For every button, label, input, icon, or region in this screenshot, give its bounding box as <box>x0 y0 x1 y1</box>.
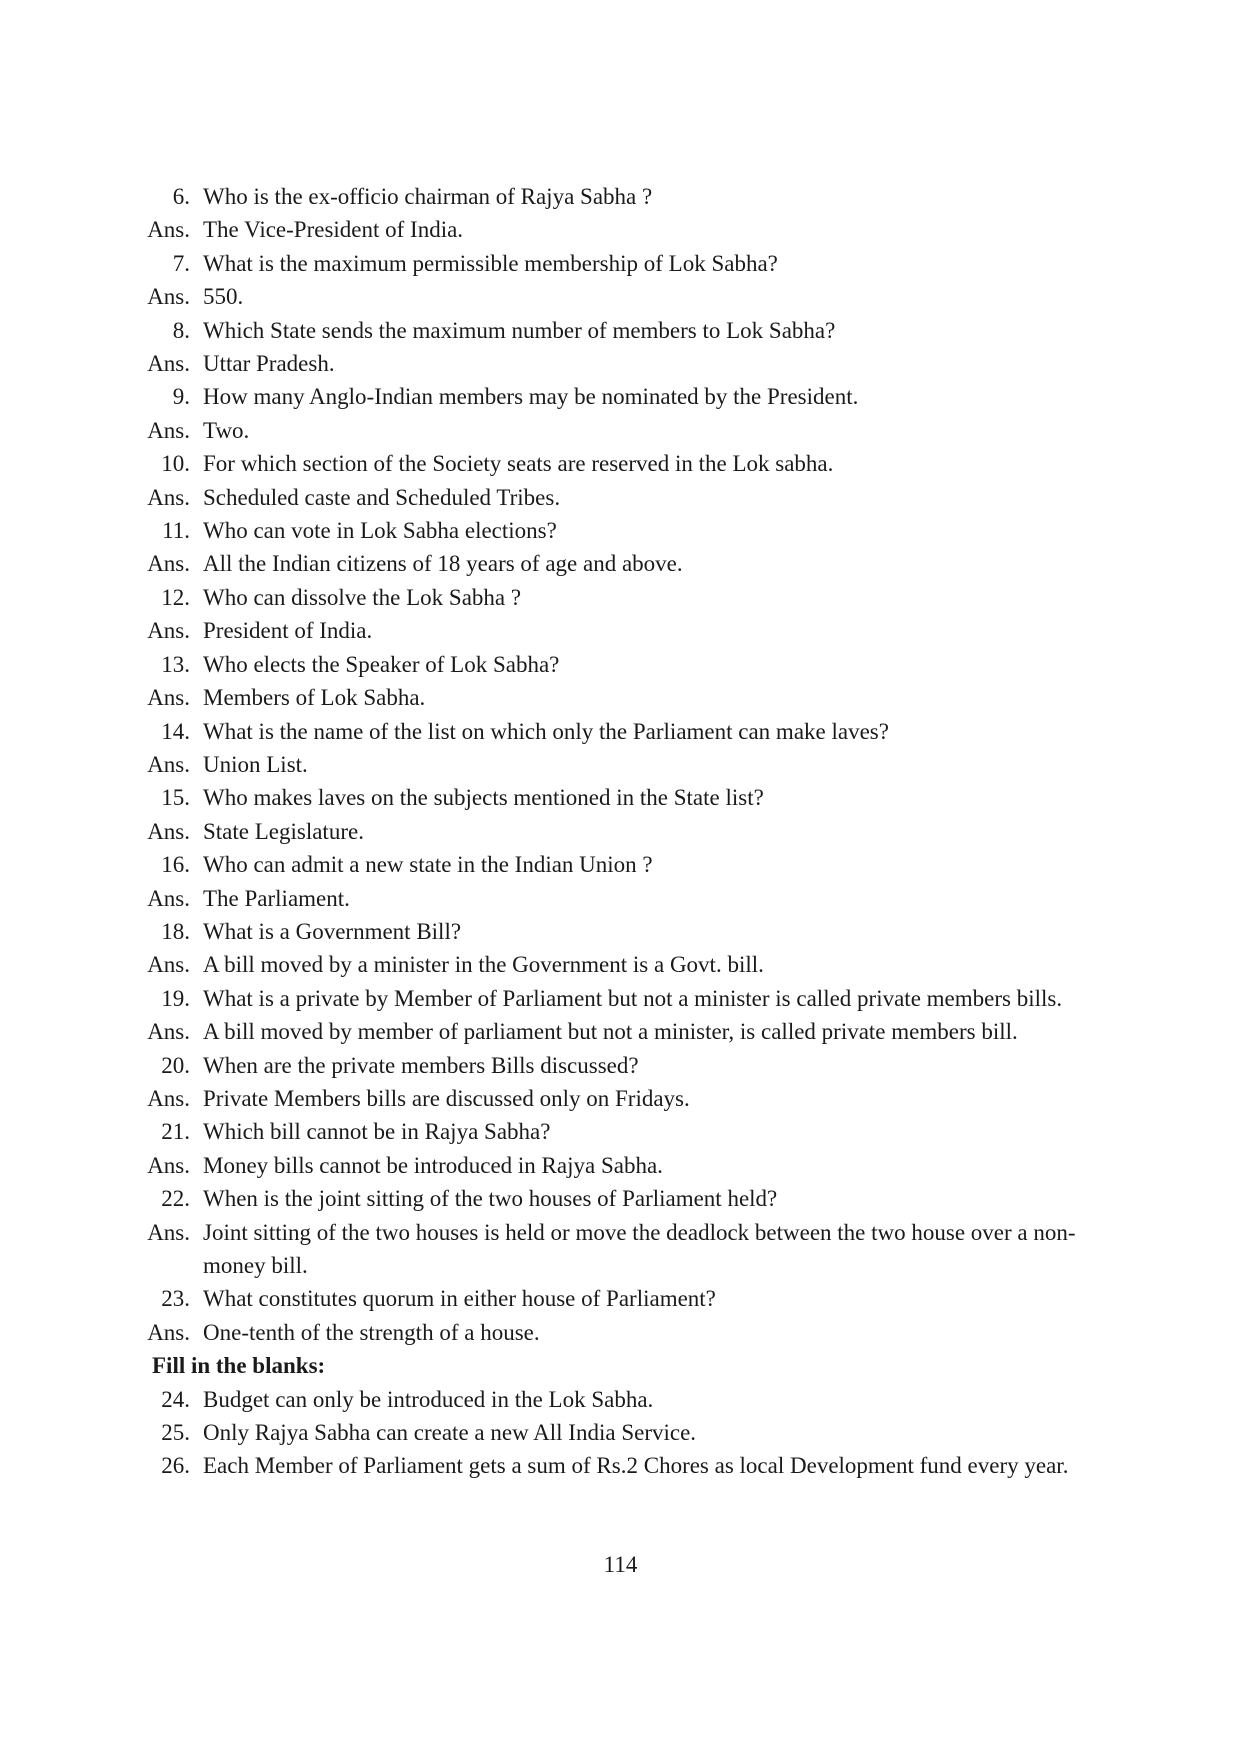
answer-label: Ans. <box>147 484 190 510</box>
question-text: For which section of the Society seats are reserved in the Lok sabha. <box>203 451 834 477</box>
fill-item-text: Budget can only be introduced in the Lok Sabha. <box>203 1386 654 1412</box>
question-line <box>140 648 1120 681</box>
answer-line <box>140 1216 1120 1283</box>
question-line <box>140 915 1120 948</box>
question-line <box>140 180 1120 213</box>
answer-text: President of India. <box>203 618 373 644</box>
question-number: 6. <box>172 184 190 209</box>
answer-text: State Legislature. <box>203 818 364 844</box>
question-text: Who elects the Speaker of Lok Sabha? <box>203 651 560 677</box>
answer-label: Ans. <box>147 618 190 644</box>
question-text: Who can dissolve the Lok Sabha ? <box>203 584 522 610</box>
answer-text: A bill moved by a minister in the Government is a Govt. bill. <box>203 952 764 978</box>
fill-in-blanks-heading: Fill in the blanks: <box>152 1353 326 1379</box>
question-line <box>140 314 1120 347</box>
question-number: 10. <box>161 451 190 477</box>
question-number: 12. <box>161 584 190 610</box>
answer-label: Ans. <box>147 1019 190 1045</box>
question-number: 18. <box>161 918 190 944</box>
question-line <box>140 1049 1120 1082</box>
question-text: What is a private by Member of Parliament but not a minister is called private members bills. <box>203 985 1063 1011</box>
question-line <box>140 1115 1120 1148</box>
answer-label: Ans. <box>147 284 190 310</box>
question-text: Who is the ex-officio chairman of Rajya Sabha ? <box>203 184 653 209</box>
answer-label: Ans. <box>147 952 190 978</box>
question-text: When are the private members Bills discussed? <box>203 1052 639 1078</box>
answer-label: Ans. <box>147 1152 190 1178</box>
qa-list <box>140 180 1120 1349</box>
answer-text: The Vice-President of India. <box>203 217 464 243</box>
question-number: 16. <box>161 852 190 878</box>
answer-line <box>140 1149 1120 1182</box>
question-line <box>140 1182 1120 1215</box>
question-number: 13. <box>161 651 190 677</box>
answer-text: Uttar Pradesh. <box>203 351 335 377</box>
answer-label: Ans. <box>147 751 190 777</box>
answer-text: Members of Lok Sabha. <box>203 685 426 711</box>
answer-label: Ans. <box>147 217 190 243</box>
answer-line <box>140 347 1120 380</box>
fill-item <box>140 1416 1120 1449</box>
answer-line <box>140 1082 1120 1115</box>
answer-label: Ans. <box>147 685 190 711</box>
answer-line <box>140 882 1120 915</box>
answer-label: Ans. <box>147 1219 190 1245</box>
question-line <box>140 247 1120 280</box>
answer-label: Ans. <box>147 1085 190 1111</box>
answer-text: The Parliament. <box>203 885 350 911</box>
question-number: 7. <box>172 250 190 276</box>
answer-text: Two. <box>203 417 250 443</box>
page-content <box>140 180 1120 1483</box>
answer-line <box>140 1316 1120 1349</box>
question-number: 11. <box>162 518 190 544</box>
answer-label: Ans. <box>147 351 190 377</box>
fill-item-number: 26. <box>161 1453 190 1479</box>
question-text: What constitutes quorum in either house of Parliament? <box>203 1286 716 1312</box>
answer-label: Ans. <box>147 885 190 911</box>
question-line <box>140 514 1120 547</box>
fill-item-number: 25. <box>161 1420 190 1446</box>
question-number: 19. <box>161 985 190 1011</box>
answer-label: Ans. <box>147 1319 190 1345</box>
answer-text: A bill moved by member of parliament but not a minister, is called private members bill. <box>203 1019 1018 1045</box>
answer-line <box>140 815 1120 848</box>
answer-text: All the Indian citizens of 18 years of age and above. <box>203 551 683 577</box>
answer-text: Union List. <box>203 751 308 777</box>
answer-text: 550. <box>203 284 244 310</box>
question-line <box>140 715 1120 748</box>
question-number: 14. <box>161 718 190 744</box>
answer-line <box>140 414 1120 447</box>
answer-line <box>140 280 1120 313</box>
question-text: Who makes laves on the subjects mentioned in the State list? <box>203 785 764 811</box>
answer-text: Money bills cannot be introduced in Rajya Sabha. <box>203 1152 663 1178</box>
answer-line <box>140 1015 1120 1048</box>
question-text: What is a Government Bill? <box>203 918 462 944</box>
answer-line <box>140 948 1120 981</box>
answer-line <box>140 213 1120 246</box>
answer-line <box>140 547 1120 580</box>
question-text: Which State sends the maximum number of members to Lok Sabha? <box>203 317 836 343</box>
question-number: 22. <box>161 1186 190 1212</box>
answer-label: Ans. <box>147 417 190 443</box>
question-line <box>140 848 1120 881</box>
question-text: How many Anglo-Indian members may be nominated by the President. <box>203 384 859 410</box>
page-number: 114 <box>603 1552 638 1577</box>
answer-label: Ans. <box>147 818 190 844</box>
question-text: What is the name of the list on which only the Parliament can make laves? <box>203 718 889 744</box>
question-text: Which bill cannot be in Rajya Sabha? <box>203 1119 551 1145</box>
question-number: 8. <box>172 317 190 343</box>
answer-text: One-tenth of the strength of a house. <box>203 1319 540 1345</box>
question-line <box>140 447 1120 480</box>
fill-item-text: Each Member of Parliament gets a sum of Rs.2 Chores as local Development fund every year. <box>203 1453 1069 1479</box>
question-number: 15. <box>161 785 190 811</box>
question-line <box>140 781 1120 814</box>
question-text: Who can vote in Lok Sabha elections? <box>203 518 557 544</box>
question-line <box>140 982 1120 1015</box>
answer-text: Scheduled caste and Scheduled Tribes. <box>203 484 561 510</box>
answer-line <box>140 748 1120 781</box>
fill-in-blanks-list <box>140 1383 1120 1483</box>
question-number: 9. <box>172 384 190 410</box>
question-number: 21. <box>161 1119 190 1145</box>
question-number: 23. <box>161 1286 190 1312</box>
question-text: What is the maximum permissible membership of Lok Sabha? <box>203 250 778 276</box>
question-text: When is the joint sitting of the two houses of Parliament held? <box>203 1186 778 1212</box>
question-number: 20. <box>161 1052 190 1078</box>
question-text: Who can admit a new state in the Indian Union ? <box>203 852 653 878</box>
fill-item <box>140 1383 1120 1416</box>
answer-label: Ans. <box>147 551 190 577</box>
answer-text: Joint sitting of the two houses is held or move the deadlock between the two house over a non-money bill. <box>203 1219 1076 1278</box>
fill-item-number: 24. <box>161 1386 190 1412</box>
fill-item-text: Only Rajya Sabha can create a new All India Service. <box>203 1420 697 1446</box>
question-line <box>140 380 1120 413</box>
answer-line <box>140 614 1120 647</box>
question-line <box>140 1282 1120 1315</box>
fill-item <box>140 1449 1120 1482</box>
answer-line <box>140 681 1120 714</box>
answer-text: Private Members bills are discussed only on Fridays. <box>203 1085 690 1111</box>
answer-line <box>140 481 1120 514</box>
question-line <box>140 581 1120 614</box>
